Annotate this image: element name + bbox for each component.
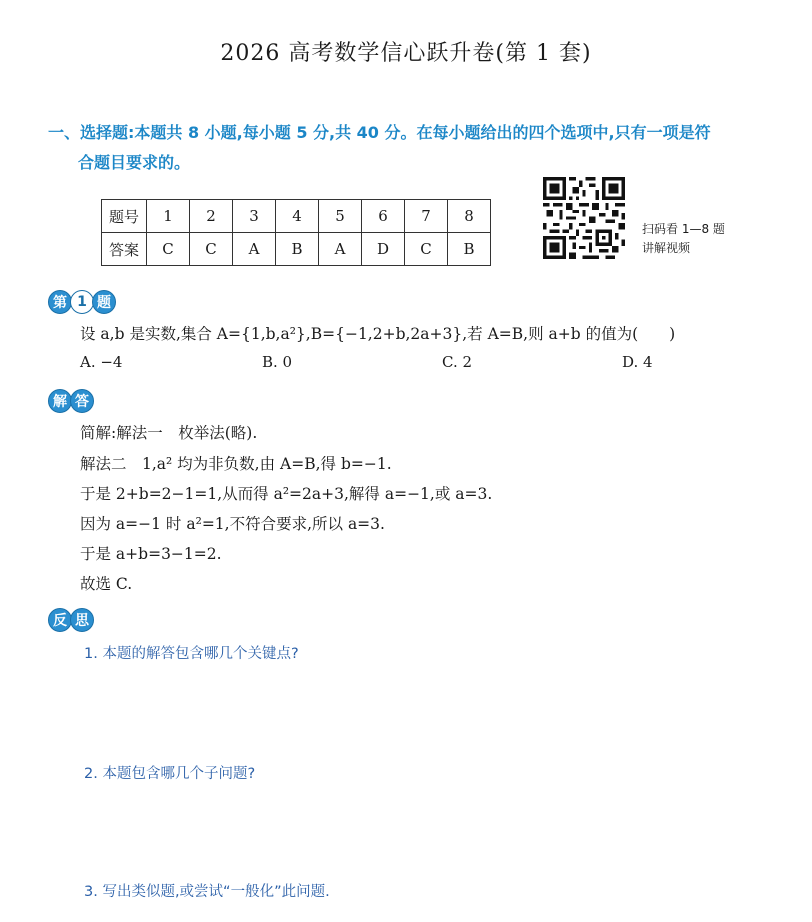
question-badge-number: 1 [70, 290, 94, 314]
option-a: A. −4 [80, 353, 123, 371]
page-title: 2026 高考数学信心跃升卷(第 1 套) [220, 41, 592, 66]
table-cell: B [276, 233, 319, 266]
solution-badge-2: 答 [70, 389, 94, 413]
table-cell: C [405, 233, 448, 266]
solution-line: 解法二 1,a² 均为非负数,由 A=B,得 b=−1. [80, 455, 392, 473]
solution-line: 于是 a+b=3−1=2. [80, 545, 222, 563]
table-cell: C [147, 233, 190, 266]
reflection-item: 2. 本题包含哪几个子问题? [84, 766, 256, 782]
table-row [102, 233, 491, 266]
reflection-badge-2: 思 [70, 608, 94, 632]
qr-note [642, 220, 725, 258]
table-cell: A [319, 233, 362, 266]
qr-note-line2: 讲解视频 [642, 241, 691, 255]
reflection-badge-1: 反 [48, 608, 72, 632]
table-cell: A [233, 233, 276, 266]
qr-note-line1: 扫码看 1—8 题 [642, 222, 725, 236]
table-cell: C [190, 233, 233, 266]
question-badge [48, 290, 114, 314]
option-c: C. 2 [442, 353, 473, 371]
solution-line: 于是 2+b=2−1=1,从而得 a²=2a+3,解得 a=−1,或 a=3. [80, 485, 493, 503]
question-badge-post: 题 [92, 290, 116, 314]
section-heading [48, 118, 758, 178]
table-cell: B [448, 233, 491, 266]
table-header-cell: 答案 [102, 233, 147, 266]
table-cell: 6 [362, 200, 405, 233]
qr-code-icon[interactable] [543, 177, 625, 259]
section-heading-line1: 一、选择题:本题共 8 小题,每小题 5 分,共 40 分。在每小题给出的四个选项中,只有一项是符 [48, 123, 711, 142]
solution-badge [48, 389, 92, 413]
solution-badge-1: 解 [48, 389, 72, 413]
table-header-cell: 题号 [102, 200, 147, 233]
question-stem: 设 a,b 是实数,集合 A={1,b,a²},B={−1,2+b,2a+3},若 A=B,则 a+b 的值为( ) [80, 325, 676, 343]
reflection-badge [48, 608, 92, 632]
option-d: D. 4 [622, 353, 653, 371]
solution-line: 简解:解法一 枚举法(略). [80, 424, 258, 442]
reflection-item: 3. 写出类似题,或尝试“一般化”此问题. [84, 884, 330, 900]
reflection-item: 1. 本题的解答包含哪几个关键点? [84, 646, 299, 662]
table-row [102, 200, 491, 233]
table-cell: 2 [190, 200, 233, 233]
solution-line: 故选 C. [80, 575, 133, 593]
answer-table [101, 199, 491, 266]
table-cell: 7 [405, 200, 448, 233]
table-cell: 8 [448, 200, 491, 233]
section-heading-line2: 合题目要求的。 [78, 153, 191, 172]
table-cell: D [362, 233, 405, 266]
table-cell: 5 [319, 200, 362, 233]
table-cell: 4 [276, 200, 319, 233]
question-badge-pre: 第 [48, 290, 72, 314]
option-b: B. 0 [262, 353, 293, 371]
solution-line: 因为 a=−1 时 a²=1,不符合要求,所以 a=3. [80, 515, 385, 533]
table-cell: 1 [147, 200, 190, 233]
table-cell: 3 [233, 200, 276, 233]
